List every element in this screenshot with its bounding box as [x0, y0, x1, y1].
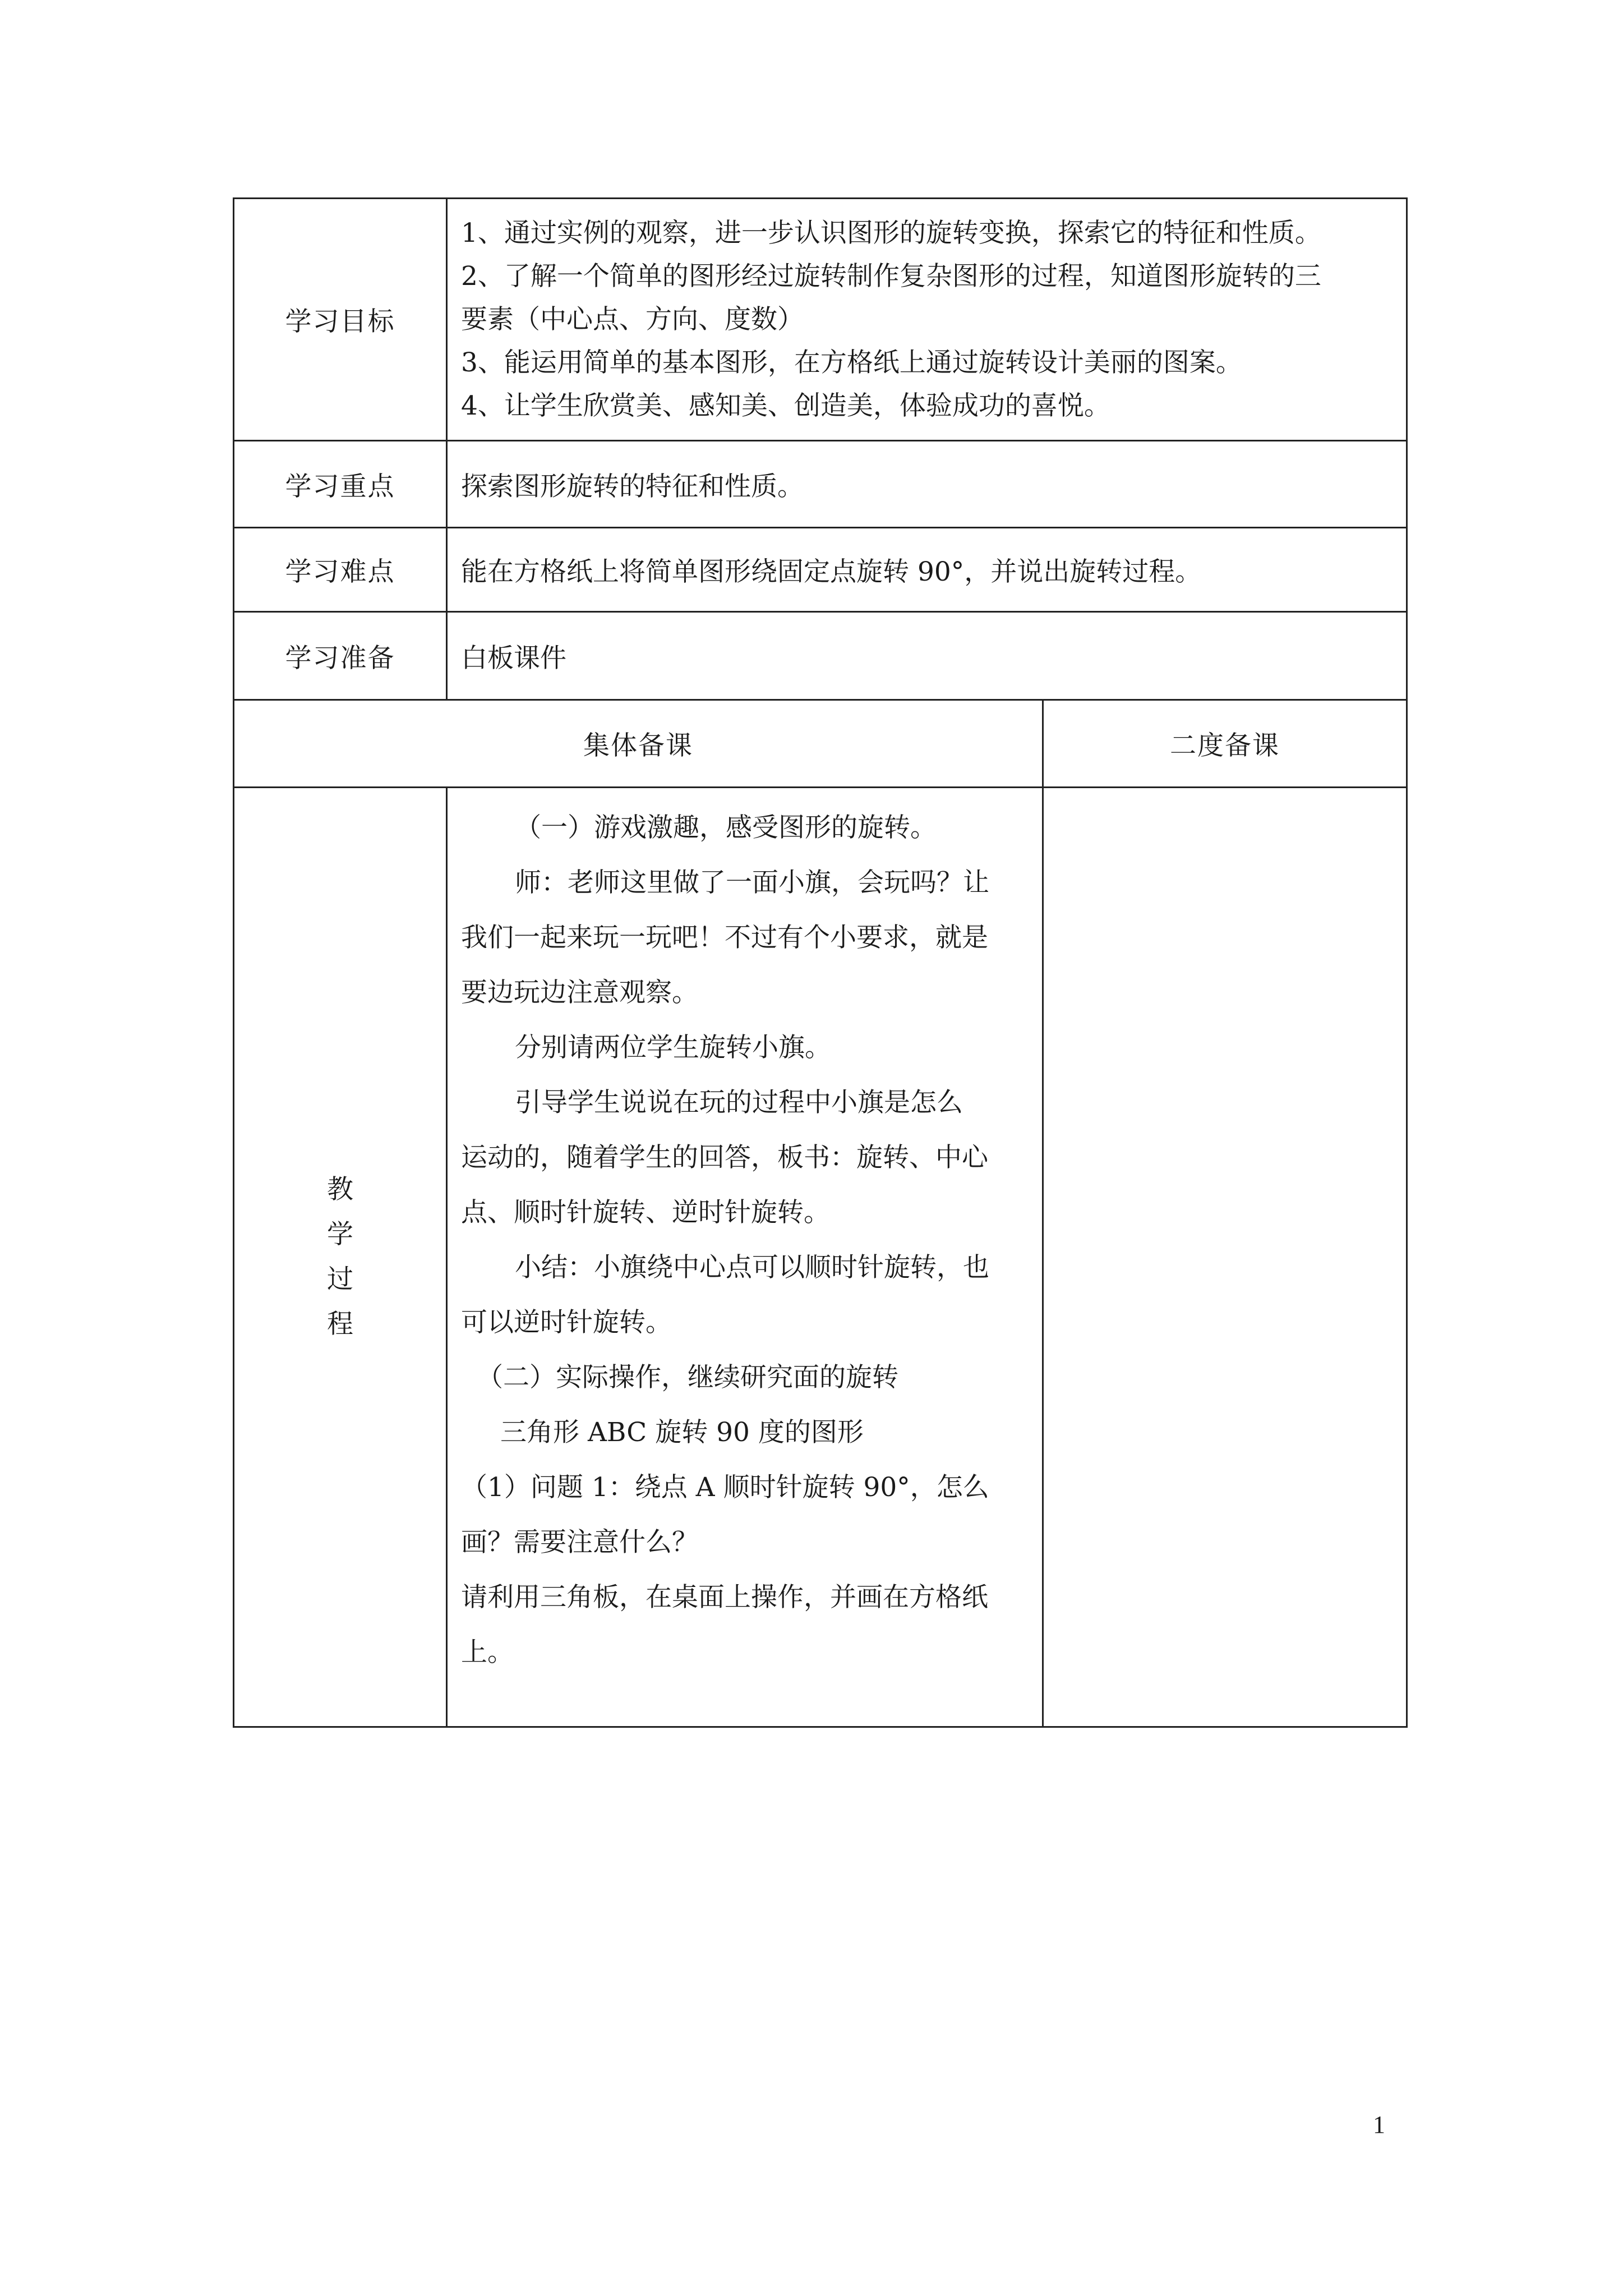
process-line: 上。	[461, 1637, 514, 1668]
process-line: 点、顺时针旋转、逆时针旋转。	[461, 1197, 830, 1228]
process-label-char: 学	[327, 1219, 353, 1250]
process-label-char: 教	[327, 1174, 353, 1205]
process-line: （二）实际操作，继续研究面的旋转	[477, 1362, 898, 1393]
process-line: 可以逆时针旋转。	[461, 1307, 672, 1338]
key-point-row	[234, 441, 1407, 528]
process-line: （一）游戏激趣，感受图形的旋转。	[515, 812, 937, 843]
process-line: 分别请两位学生旋转小旗。	[515, 1032, 831, 1063]
key-point-text: 探索图形旋转的特征和性质。	[447, 441, 1407, 528]
process-line: 画？需要注意什么？	[461, 1527, 698, 1558]
objective-item: 4、让学生欣赏美、感知美、创造美，体验成功的喜悦。	[461, 390, 1110, 421]
key-point-label: 学习重点	[234, 441, 447, 528]
process-content	[447, 788, 1043, 1727]
objective-item: 1、通过实例的观察，进一步认识图形的旋转变换，探索它的特征和性质。	[461, 218, 1321, 249]
process-label	[234, 788, 447, 1727]
difficulty-text: 能在方格纸上将简单图形绕固定点旋转 90°，并说出旋转过程。	[447, 528, 1407, 612]
difficulty-row	[234, 528, 1407, 612]
lesson-plan-table	[233, 197, 1408, 1728]
process-line: 运动的，随着学生的回答，板书：旋转、中心	[461, 1142, 988, 1173]
secondary-header: 二度备课	[1043, 700, 1407, 788]
preparation-text: 白板课件	[447, 612, 1407, 700]
process-line: 我们一起来玩一玩吧！不过有个小要求，就是	[461, 922, 988, 953]
page-number: 1	[1373, 2111, 1385, 2138]
process-line: 请利用三角板，在桌面上操作，并画在方格纸	[461, 1582, 988, 1613]
objective-item: 2、了解一个简单的图形经过旋转制作复杂图形的过程，知道图形旋转的三	[461, 261, 1321, 292]
process-line: 小结：小旗绕中心点可以顺时针旋转，也	[515, 1252, 989, 1283]
process-line: （1）问题 1：绕点 A 顺时针旋转 90°，怎么	[461, 1472, 989, 1503]
process-row	[234, 788, 1407, 1727]
secondary-notes-cell	[1043, 788, 1407, 1727]
process-label-char: 程	[327, 1309, 353, 1340]
difficulty-label: 学习难点	[234, 528, 447, 612]
objectives-content	[447, 199, 1407, 441]
preparation-label: 学习准备	[234, 612, 447, 700]
process-line: 三角形 ABC 旋转 90 度的图形	[500, 1417, 864, 1448]
objective-item: 3、能运用简单的基本图形，在方格纸上通过旋转设计美丽的图案。	[461, 347, 1242, 378]
process-line: 师：老师这里做了一面小旗，会玩吗？让	[515, 867, 989, 898]
objective-item: 要素（中心点、方向、度数）	[461, 304, 804, 335]
process-line: 引导学生说说在玩的过程中小旗是怎么	[515, 1087, 963, 1118]
process-label-char: 过	[327, 1264, 353, 1295]
objectives-row	[234, 199, 1407, 441]
header-row	[234, 700, 1407, 788]
process-line: 要边玩边注意观察。	[461, 977, 698, 1008]
collective-header: 集体备课	[234, 700, 1043, 788]
preparation-row	[234, 612, 1407, 700]
objectives-label: 学习目标	[234, 199, 447, 441]
